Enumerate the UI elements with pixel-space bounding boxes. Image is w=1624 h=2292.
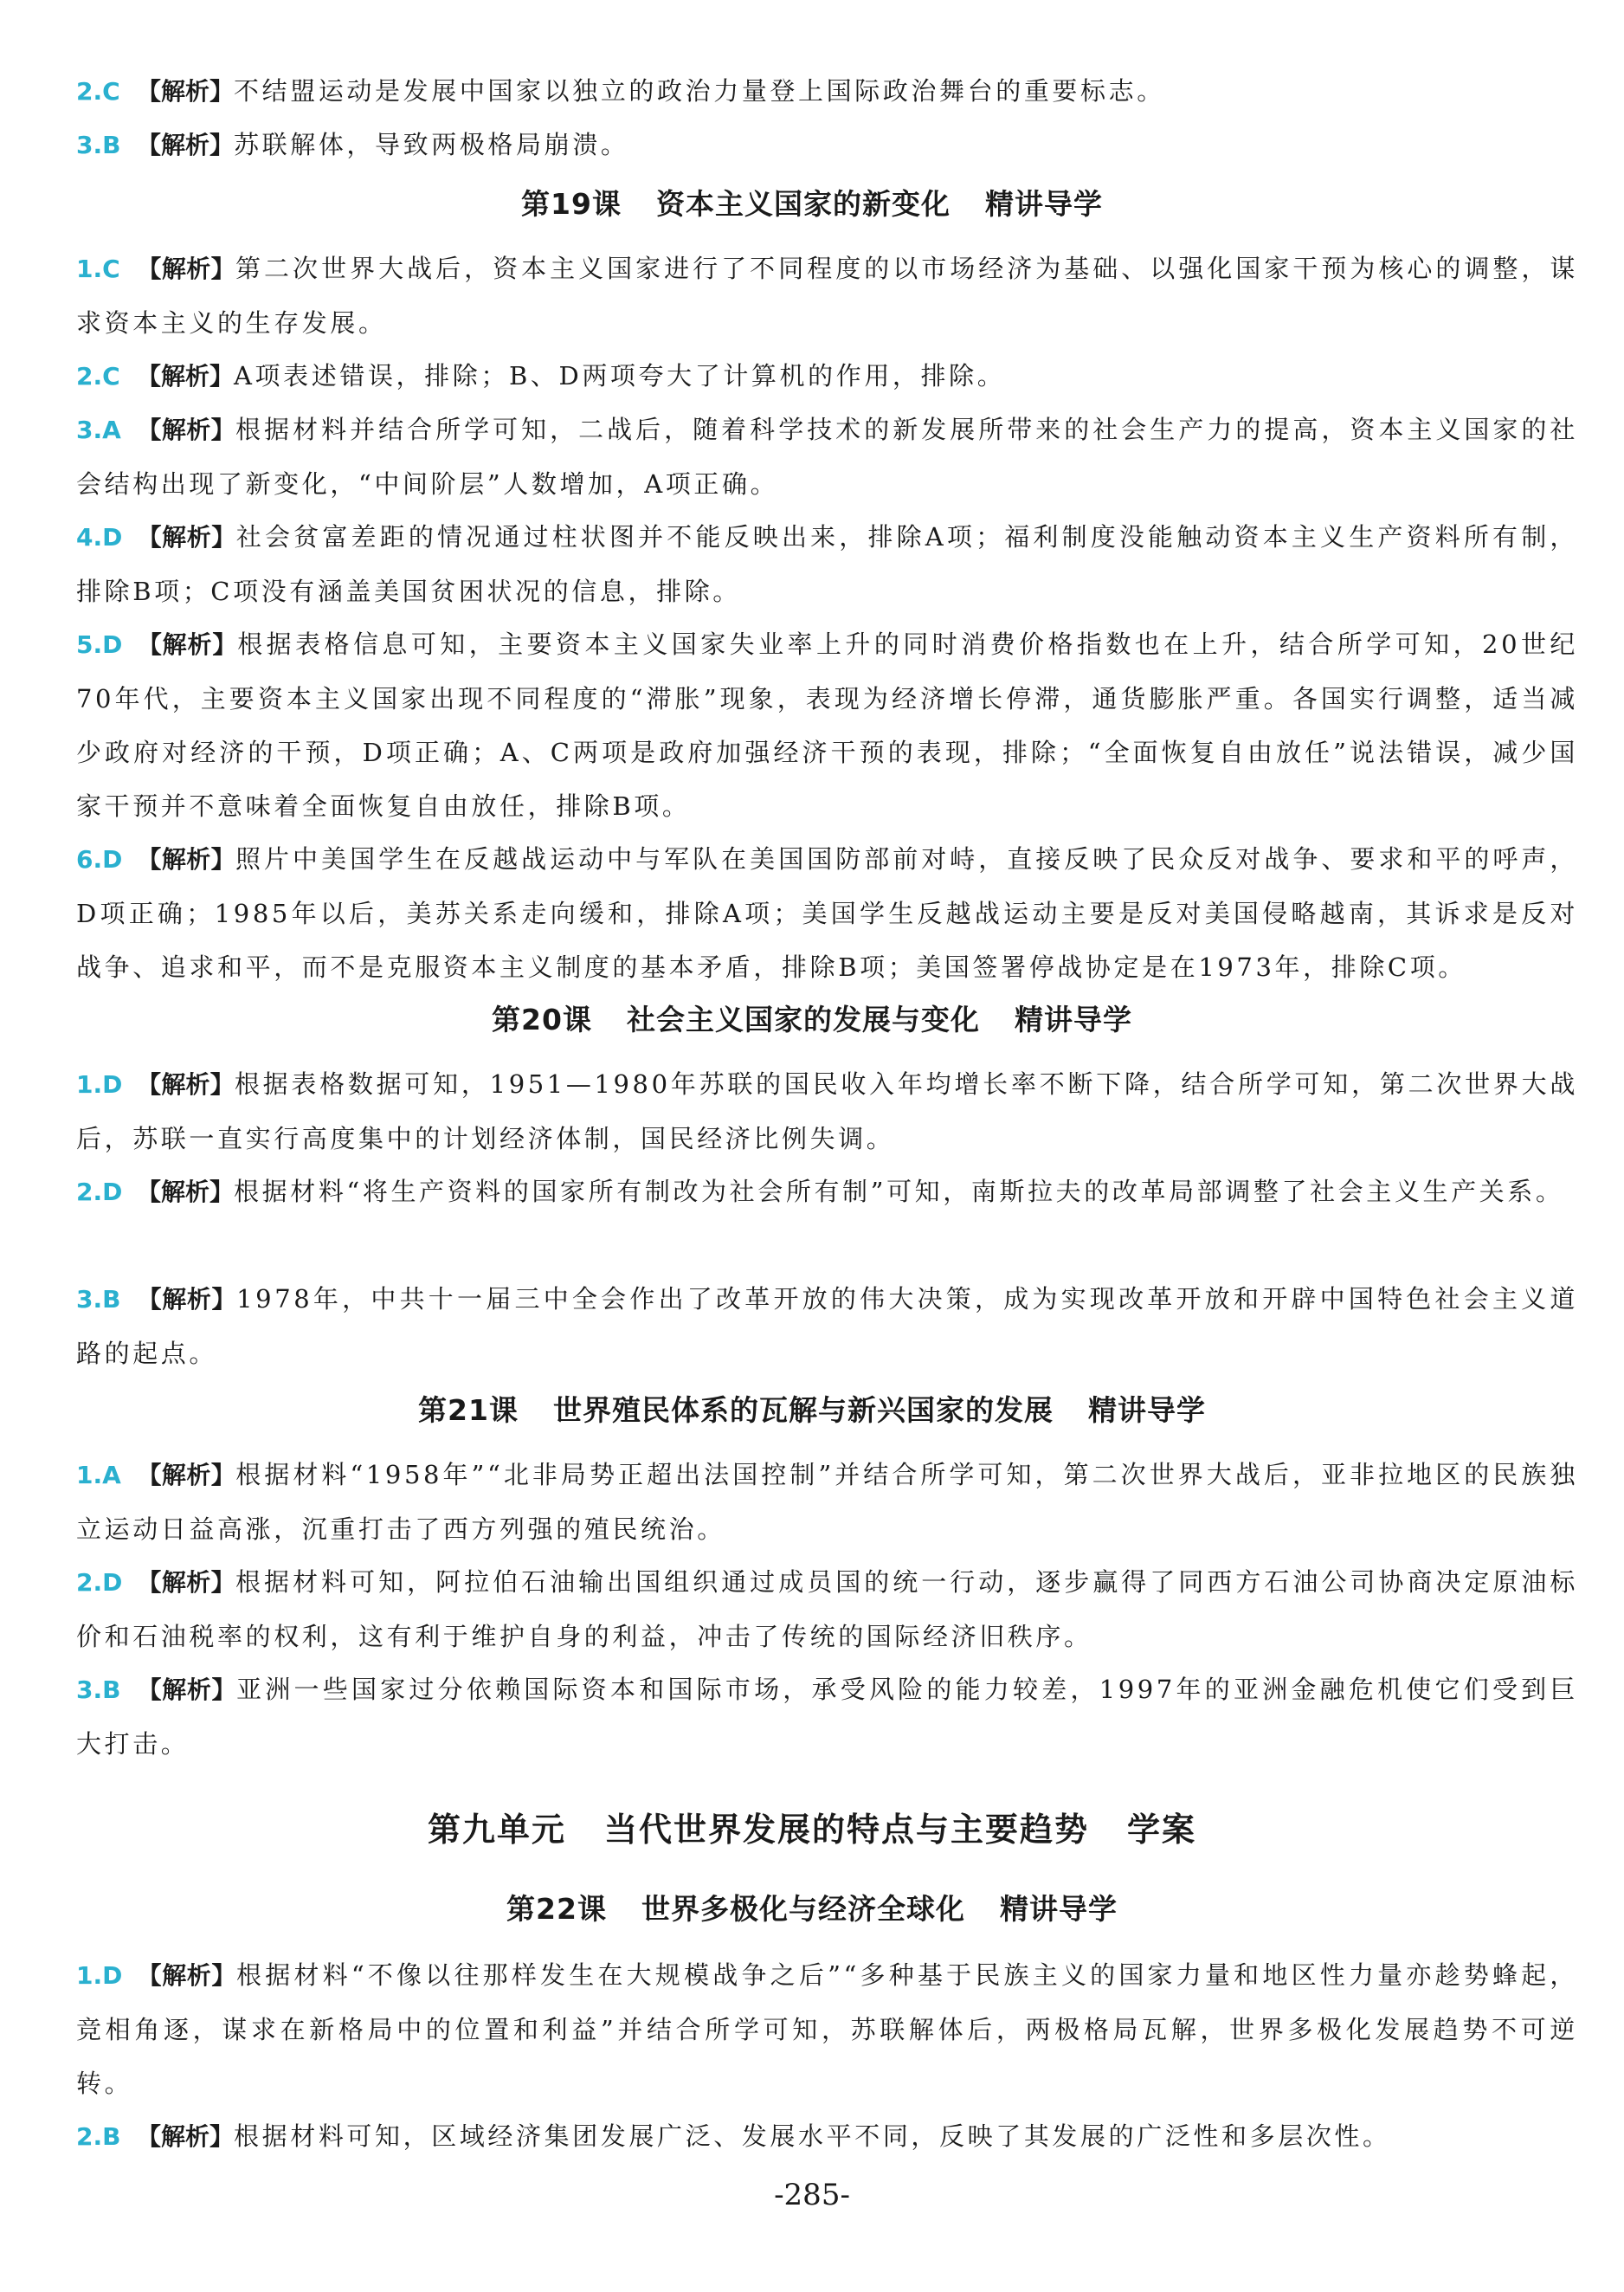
- answer-label: 1.C: [76, 255, 120, 283]
- analysis-text: 根据材料可知，区域经济集团发展广泛、发展水平不同，反映了其发展的广泛性和多层次性。: [234, 2121, 1391, 2151]
- answer-entry: [76, 510, 1578, 618]
- analysis-tag: 【解析】: [137, 1675, 237, 1704]
- answer-entry: [76, 2109, 1578, 2164]
- answer-entry: [76, 1663, 1578, 1771]
- unit-name: 第九单元: [427, 1810, 566, 1849]
- answer-entry: [76, 1948, 1578, 2110]
- answer-label: 3.B: [76, 1675, 121, 1704]
- answer-label: 6.D: [76, 845, 123, 874]
- answer-entry: [76, 832, 1578, 994]
- answer-label: 3.B: [76, 1285, 121, 1314]
- analysis-text: 根据材料并结合所学可知，二战后，随着科学技术的新发展所带来的社会生产力的提高，资本主义国家的社会结构出现了新变化，“中间阶层”人数增加，A项正确。: [76, 415, 1578, 499]
- analysis-tag: 【解析】: [137, 1070, 235, 1099]
- analysis-text: 亚洲一些国家过分依赖国际资本和国际市场，承受风险的能力较差，1997年的亚洲金融危机使它们受到巨大打击。: [76, 1675, 1578, 1759]
- answer-label: 2.D: [76, 1178, 123, 1206]
- lesson-title: 世界多极化与经济全球化: [641, 1892, 965, 1926]
- analysis-text: 社会贫富差距的情况通过柱状图并不能反映出来，排除A项；福利制度没能触动资本主义生产资料所有制，排除B项；C项没有涵盖美国贫困状况的信息，排除。: [76, 522, 1578, 606]
- answer-entry: [76, 349, 1578, 404]
- answer-label: 3.B: [76, 131, 121, 159]
- analysis-tag: 【解析】: [137, 523, 236, 552]
- answer-label: 1.A: [76, 1461, 121, 1489]
- page-number: -285-: [774, 2178, 850, 2212]
- answer-entry: [76, 1448, 1578, 1556]
- answer-entry: [76, 1165, 1578, 1219]
- answer-label: 4.D: [76, 523, 123, 552]
- answer-entry: [76, 64, 1578, 119]
- lesson-title: 世界殖民体系的瓦解与新兴国家的发展: [552, 1393, 1054, 1427]
- analysis-tag: 【解析】: [137, 1961, 237, 1990]
- lesson-number: 第21课: [418, 1393, 519, 1427]
- answer-entry: [76, 118, 1578, 172]
- lesson-heading: [0, 1888, 1624, 1931]
- lesson-heading: [0, 998, 1624, 1042]
- analysis-tag: 【解析】: [137, 845, 236, 874]
- analysis-text: 苏联解体，导致两极格局崩溃。: [234, 130, 629, 159]
- lesson-suffix: 精讲导学: [984, 187, 1103, 221]
- analysis-text: 根据材料“不像以往那样发生在大规模战争之后”“多种基于民族主义的国家力量和地区性力量亦趁势蜂起，竞相角逐，谋求在新格局中的位置和利益”并结合所学可知，苏联解体后，两极格局瓦解，世界多极化发展趋势不可逆转。: [76, 1960, 1578, 2098]
- analysis-tag: 【解析】: [137, 1285, 237, 1314]
- analysis-tag: 【解析】: [137, 131, 235, 159]
- analysis-tag: 【解析】: [137, 1461, 236, 1489]
- analysis-tag: 【解析】: [137, 630, 238, 659]
- answer-label: 3.A: [76, 416, 121, 444]
- lesson-suffix: 精讲导学: [1014, 1003, 1132, 1036]
- answer-label: 1.D: [76, 1961, 123, 1990]
- lesson-heading: [0, 183, 1624, 226]
- analysis-text: 根据材料“1958年”“北非局势正超出法国控制”并结合所学可知，第二次世界大战后，亚非拉地区的民族独立运动日益高涨，沉重打击了西方列强的殖民统治。: [76, 1460, 1578, 1544]
- answer-entry: [76, 1057, 1578, 1165]
- answer-label: 2.B: [76, 2122, 121, 2151]
- answer-entry: [76, 242, 1578, 350]
- answer-label: 2.D: [76, 1568, 123, 1597]
- analysis-tag: 【解析】: [137, 416, 236, 444]
- analysis-text: 根据表格信息可知，主要资本主义国家失业率上升的同时消费价格指数也在上升，结合所学可知，20世纪70年代，主要资本主义国家出现不同程度的“滞胀”现象，表现为经济增长停滞，通货膨胀严重。各国实行调整，适当减少政府对经济的干预，D项正确；A、C两项是政府加强经济干预的表现，排除；“全面恢复自由放任”说法错误，减少国家干预并不意味着全面恢复自由放任，排除B项。: [76, 629, 1578, 821]
- lesson-number: 第20课: [492, 1003, 592, 1036]
- unit-title: 当代世界发展的特点与主要趋势: [603, 1810, 1089, 1849]
- lesson-title: 资本主义国家的新变化: [655, 187, 951, 221]
- analysis-text: 根据材料“将生产资料的国家所有制改为社会所有制”可知，南斯拉夫的改革局部调整了社会主义生产关系。: [234, 1177, 1564, 1206]
- analysis-tag: 【解析】: [137, 77, 235, 106]
- analysis-text: 不结盟运动是发展中国家以独立的政治力量登上国际政治舞台的重要标志。: [234, 76, 1165, 106]
- answer-entry: [76, 617, 1578, 833]
- analysis-text: 根据材料可知，阿拉伯石油输出国组织通过成员国的统一行动，逐步赢得了同西方石油公司协商决定原油标价和石油税率的权利，这有利于维护自身的利益，冲击了传统的国际经济旧秩序。: [76, 1567, 1578, 1651]
- answer-entry: [76, 1555, 1578, 1663]
- answer-entry: [76, 403, 1578, 511]
- unit-suffix: 学案: [1127, 1810, 1197, 1849]
- lesson-title: 社会主义国家的发展与变化: [626, 1003, 980, 1036]
- analysis-text: 照片中美国学生在反越战运动中与军队在美国国防部前对峙，直接反映了民众反对战争、要求和平的呼声，D项正确；1985年以后，美苏关系走向缓和，排除A项；美国学生反越战运动主要是反对美国侵略越南，其诉求是反对战争、追求和平，而不是克服资本主义制度的基本矛盾，排除B项；美国签署停战协定是在1973年，排除C项。: [76, 844, 1578, 982]
- analysis-tag: 【解析】: [137, 1178, 235, 1206]
- analysis-text: 根据表格数据可知，1951—1980年苏联的国民收入年均增长率不断下降，结合所学可知，第二次世界大战后，苏联一直实行高度集中的计划经济体制，国民经济比例失调。: [76, 1069, 1578, 1153]
- lesson-suffix: 精讲导学: [999, 1892, 1118, 1926]
- analysis-tag: 【解析】: [137, 255, 236, 283]
- lesson-suffix: 精讲导学: [1087, 1393, 1206, 1427]
- lesson-heading: [0, 1389, 1624, 1432]
- analysis-tag: 【解析】: [137, 362, 235, 391]
- analysis-tag: 【解析】: [137, 2122, 235, 2151]
- analysis-tag: 【解析】: [137, 1568, 236, 1597]
- analysis-text: 1978年，中共十一届三中全会作出了改革开放的伟大决策，成为实现改革开放和开辟中国特色社会主义道路的起点。: [76, 1284, 1578, 1368]
- analysis-text: 第二次世界大战后，资本主义国家进行了不同程度的以市场经济为基础、以强化国家干预为核心的调整，谋求资本主义的生存发展。: [76, 254, 1578, 338]
- lesson-number: 第19课: [521, 187, 622, 221]
- lesson-number: 第22课: [506, 1892, 607, 1926]
- answer-label: 1.D: [76, 1070, 123, 1099]
- analysis-text: A项表述错误，排除；B、D两项夸大了计算机的作用，排除。: [234, 361, 1006, 391]
- answer-label: 2.C: [76, 77, 120, 106]
- answer-entry: [76, 1272, 1578, 1380]
- unit-heading: [0, 1805, 1624, 1854]
- answer-label: 2.C: [76, 362, 120, 391]
- answer-label: 5.D: [76, 630, 123, 659]
